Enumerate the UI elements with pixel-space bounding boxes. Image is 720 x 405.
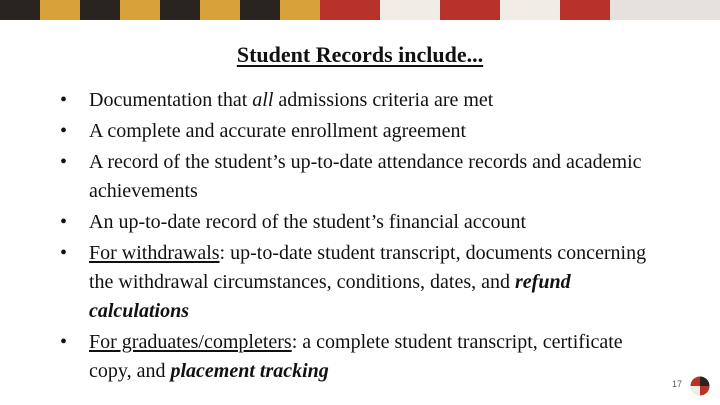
banner-checker-left (0, 0, 320, 20)
bullet-dot-icon: • (60, 151, 68, 173)
bullet-dot-icon: • (60, 89, 68, 111)
bullet-text-segment: placement tracking (170, 360, 329, 382)
bullet-list (60, 86, 660, 388)
logo-badge-icon (690, 376, 710, 396)
bullet-item (60, 148, 660, 206)
bullet-text-segment: For withdrawals (89, 242, 220, 264)
bullet-text-segment: admissions criteria are met (273, 89, 494, 111)
bullet-text-segment: For graduates/completers (89, 331, 292, 353)
bullet-text-segment: : up-to-date student transcript, documents concerning the withdrawal circumstances, conditions, dates, and (89, 242, 647, 293)
flag-banner-decoration (0, 0, 720, 20)
bullet-item (60, 117, 660, 146)
bullet-dot-icon: • (60, 242, 68, 264)
page-number: 17 (672, 379, 683, 389)
banner-cross-right (320, 0, 720, 20)
bullet-text-segment: : a complete student transcript, certificate copy, and (89, 331, 623, 382)
bullet-item (60, 208, 660, 237)
bullet-text-segment: refund calculations (89, 271, 571, 322)
slide-title: Student Records include... (236, 42, 484, 67)
bullet-dot-icon: • (60, 120, 68, 142)
bullet-dot-icon: • (60, 331, 68, 353)
bullet-text-segment: all (252, 89, 274, 111)
bullet-dot-icon: • (60, 211, 68, 233)
bullet-item (60, 328, 660, 386)
bullet-text-segment: Documentation that (89, 89, 253, 111)
bullet-text-segment: A record of the student’s up-to-date attendance records and academic achievements (89, 151, 642, 202)
bullet-item (60, 86, 660, 115)
bullet-text-segment: An up-to-date record of the student’s financial account (89, 211, 527, 233)
bullet-text-segment: A complete and accurate enrollment agreement (89, 120, 467, 142)
flag-banner-graphic (0, 0, 720, 20)
bullet-item (60, 239, 660, 326)
